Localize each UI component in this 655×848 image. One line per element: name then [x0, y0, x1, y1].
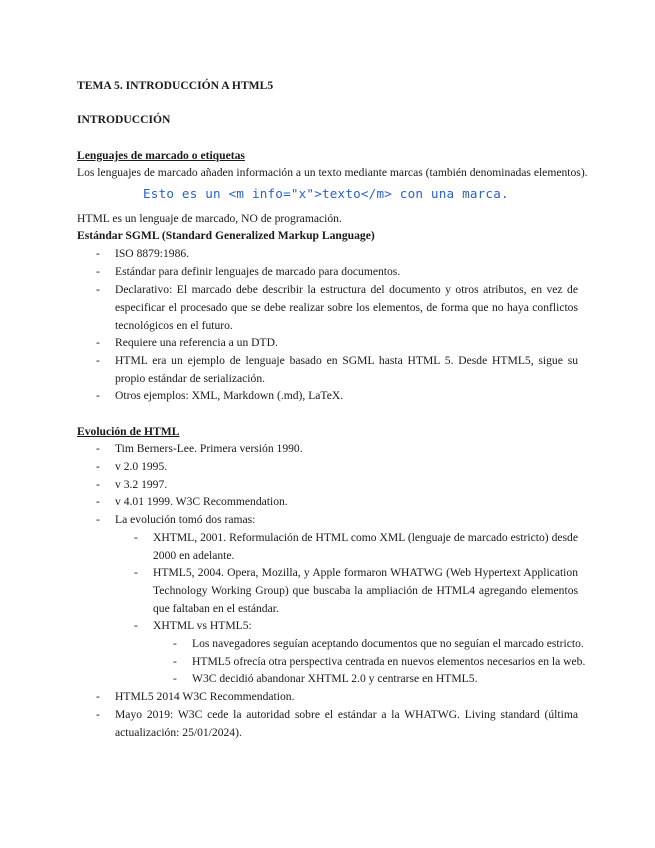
list-bullet: - — [96, 690, 100, 703]
list-item: Otros ejemplos: XML, Markdown (.md), LaTeX. — [115, 389, 344, 402]
list-bullet: - — [96, 513, 100, 526]
list-bullet: - — [96, 708, 100, 721]
list-bullet: - — [96, 460, 100, 473]
list-bullet: - — [96, 247, 100, 260]
list-bullet: - — [96, 478, 100, 491]
list-bullet: - — [173, 637, 177, 650]
list-item: ISO 8879:1986. — [115, 247, 190, 260]
list-item: v 3.2 1997. — [115, 478, 168, 491]
list-item: Tim Berners-Lee. Primera versión 1990. — [115, 442, 303, 455]
list-bullet: - — [134, 566, 138, 579]
list-bullet: - — [96, 265, 100, 278]
evolution-heading: Evolución de HTML — [77, 425, 180, 438]
list-item: Los navegadores seguían aceptando documentos que no seguían el marcado estricto. — [192, 637, 584, 650]
list-item: HTML5 ofrecía otra perspectiva centrada en nuevos elementos necesarios en la web. — [192, 655, 586, 668]
list-bullet: - — [134, 619, 138, 632]
markup-note: HTML es un lenguaje de marcado, NO de programación. — [77, 212, 342, 225]
list-bullet: - — [96, 442, 100, 455]
list-item: La evolución tomó dos ramas: — [115, 513, 256, 526]
list-item: v 4.01 1999. W3C Recommendation. — [115, 495, 288, 508]
list-item: v 2.0 1995. — [115, 460, 168, 473]
list-item: Declarativo: El marcado debe describir la estructura del documento y otros atributos, en vez de especificar el procesado que se debe realizar sobre los elementos, de forma que no haya conflictos tecnológicos en el futuro. — [115, 283, 578, 332]
document-title: TEMA 5. INTRODUCCIÓN A HTML5 — [77, 79, 274, 92]
list-bullet: - — [96, 336, 100, 349]
list-item: HTML5 2014 W3C Recommendation. — [115, 690, 295, 703]
list-bullet: - — [96, 354, 100, 367]
list-item: HTML era un ejemplo de lenguaje basado en SGML hasta HTML 5. Desde HTML5, sigue su propio estándar de serialización. — [115, 354, 578, 385]
list-bullet: - — [96, 495, 100, 508]
list-bullet: - — [96, 283, 100, 296]
markup-heading: Lenguajes de marcado o etiquetas — [77, 149, 245, 162]
list-bullet: - — [134, 531, 138, 544]
list-bullet: - — [173, 655, 177, 668]
list-item: Requiere una referencia a un DTD. — [115, 336, 278, 349]
list-item: HTML5, 2004. Opera, Mozilla, y Apple formaron WHATWG (Web Hypertext Application Technology Working Group) que buscaba la ampliación de HTML4 agregando elementos que faltaban en el estándar. — [153, 566, 578, 615]
section-heading: INTRODUCCIÓN — [77, 113, 171, 126]
list-bullet: - — [173, 672, 177, 685]
list-item: XHTML vs HTML5: — [153, 619, 252, 632]
list-item: W3C decidió abandonar XHTML 2.0 y centrarse en HTML5. — [192, 672, 478, 685]
markup-intro: Los lenguajes de marcado añaden información a un texto mediante marcas (también denominadas elementos). — [77, 166, 588, 179]
list-bullet: - — [96, 389, 100, 402]
list-item: Estándar para definir lenguajes de marcado para documentos. — [115, 265, 401, 278]
list-item: Mayo 2019: W3C cede la autoridad sobre el estándar a la WHATWG. Living standard (última actualización: 25/01/2024). — [115, 708, 578, 739]
code-example: Esto es un <m info="x">texto</m> con una marca. — [143, 186, 509, 201]
list-item: XHTML, 2001. Reformulación de HTML como XML (lenguaje de marcado estricto) desde 2000 en adelante. — [153, 531, 578, 562]
sgml-heading: Estándar SGML (Standard Generalized Markup Language) — [77, 229, 375, 242]
